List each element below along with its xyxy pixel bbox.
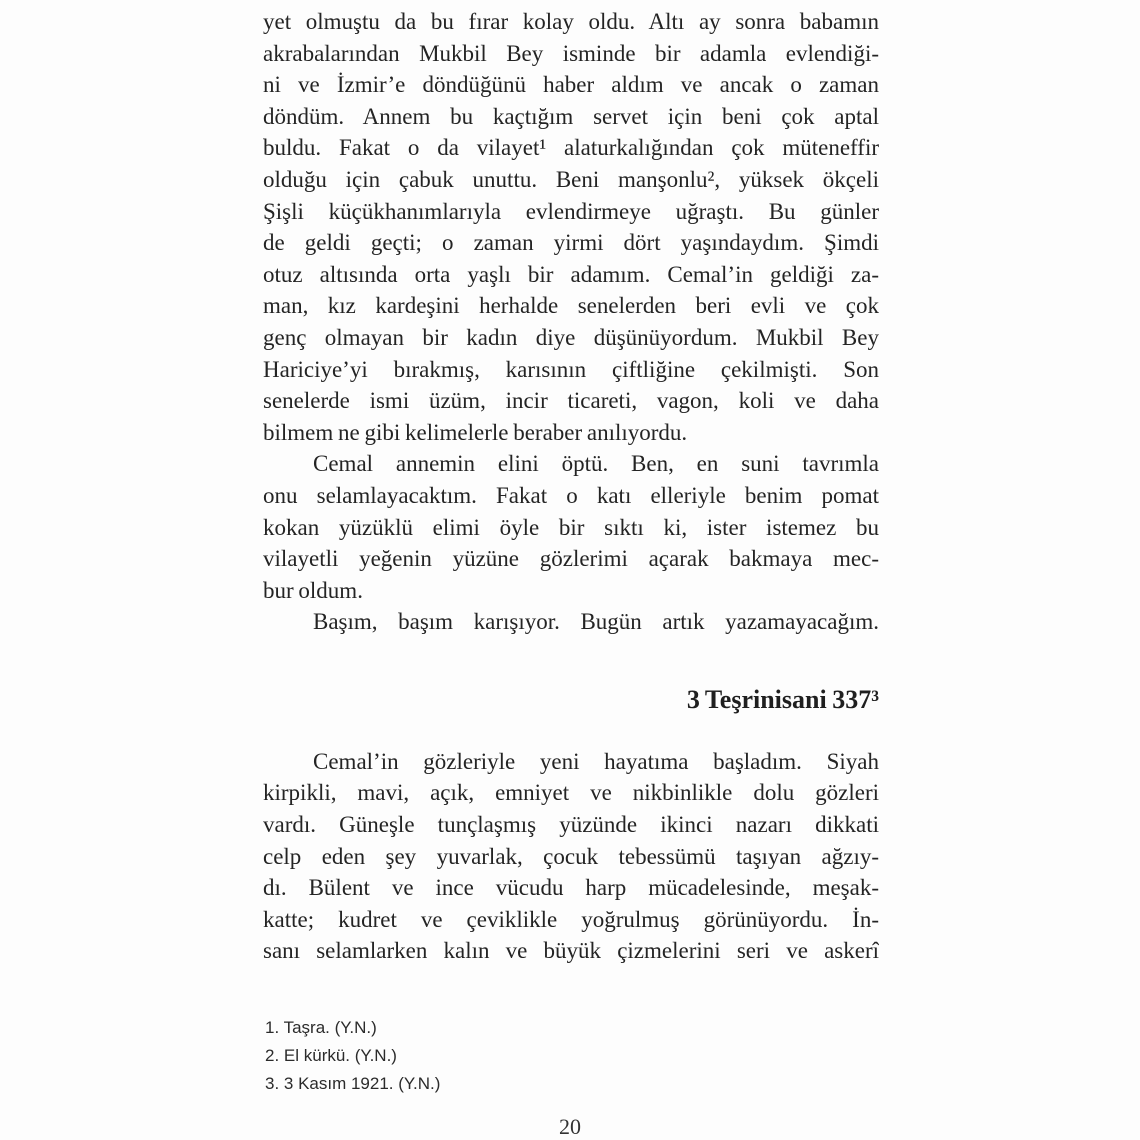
text-line: onu selamlayacaktım. Fakat o katı elleriyle benim pomat [263, 482, 879, 508]
footnote: 2. El kürkü. (Y.N.) [265, 1046, 397, 1065]
text-line: de geldi geçti; o zaman yirmi dört yaşındaydım. Şimdi [263, 230, 879, 256]
text-line: celp eden şey yuvarlak, çocuk tebessümü taşıyan ağzıy- [263, 843, 879, 869]
text-line: Başım, başım karışıyor. Bugün artık yazamayacağım. [313, 609, 879, 635]
text-block [263, 6, 879, 967]
text-line: ni ve İzmir’e döndüğünü haber aldım ve ancak o zaman [263, 72, 879, 98]
page-number: 20 [559, 1114, 581, 1139]
paragraph [263, 606, 879, 638]
footnote: 3. 3 Kasım 1921. (Y.N.) [265, 1074, 441, 1093]
text-line: otuz altısında orta yaşlı bir adamım. Cemal’in geldiği za- [263, 261, 879, 287]
text-line: kokan yüzüklü elimi öyle bir sıktı ki, ister istemez bu [263, 514, 879, 540]
text-line: Şişli küçükhanımlarıyla evlendirmeye uğraştı. Bu günler [263, 198, 879, 224]
text-line: olduğu için çabuk unuttu. Beni manşonlu², yüksek ökçeli [263, 166, 879, 192]
text-line: man, kız kardeşini herhalde senelerden beri evli ve çok [263, 293, 879, 319]
text-line: genç olmayan bir kadın diye düşünüyordum. Mukbil Bey [263, 324, 879, 350]
text-line: bur oldum. [263, 577, 363, 603]
text-line: senelerde ismi üzüm, incir ticareti, vagon, koli ve daha [263, 388, 879, 414]
text-line: kirpikli, mavi, açık, emniyet ve nikbinlikle dolu gözleri [263, 780, 879, 806]
text-line: vilayetli yeğenin yüzüne gözlerimi açarak bakmaya mec- [263, 546, 879, 572]
paragraph [263, 448, 879, 606]
footnote: 1. Taşra. (Y.N.) [265, 1018, 377, 1037]
footnotes [265, 1014, 865, 1098]
paragraph [263, 746, 879, 967]
text-line: Cemal annemin elini öptü. Ben, en suni tavrımla [313, 451, 879, 477]
paragraph [263, 6, 879, 448]
text-line: Cemal’in gözleriyle yeni hayatıma başladım. Siyah [313, 748, 879, 774]
section-heading: 3 Teşrinisani 337³ [686, 684, 879, 714]
text-line: sanı selamlarken kalın ve büyük çizmelerini seri ve askerî [263, 938, 879, 964]
text-line: katte; kudret ve çeviklikle yoğrulmuş görünüyordu. İn- [263, 906, 879, 932]
text-line: buldu. Fakat o da vilayet¹ alaturkalığından çok müteneffir [263, 135, 879, 161]
text-line: yet olmuştu da bu fırar kolay oldu. Altı ay sonra babamın [263, 9, 879, 34]
text-line: dı. Bülent ve ince vücudu harp mücadelesinde, meşak- [263, 875, 879, 901]
text-line: döndüm. Annem bu kaçtığım servet için beni çok aptal [263, 103, 879, 129]
text-line: Hariciye’yi bırakmış, karısının çiftliğine çekilmişti. Son [263, 356, 879, 382]
text-line: bilmem ne gibi kelimelerle beraber anılıyordu. [263, 419, 688, 445]
text-line: akrabalarından Mukbil Bey isminde bir adamla evlendiği- [263, 40, 879, 66]
text-line: vardı. Güneşle tunçlaşmış yüzünde ikinci nazarı dikkati [263, 812, 879, 838]
